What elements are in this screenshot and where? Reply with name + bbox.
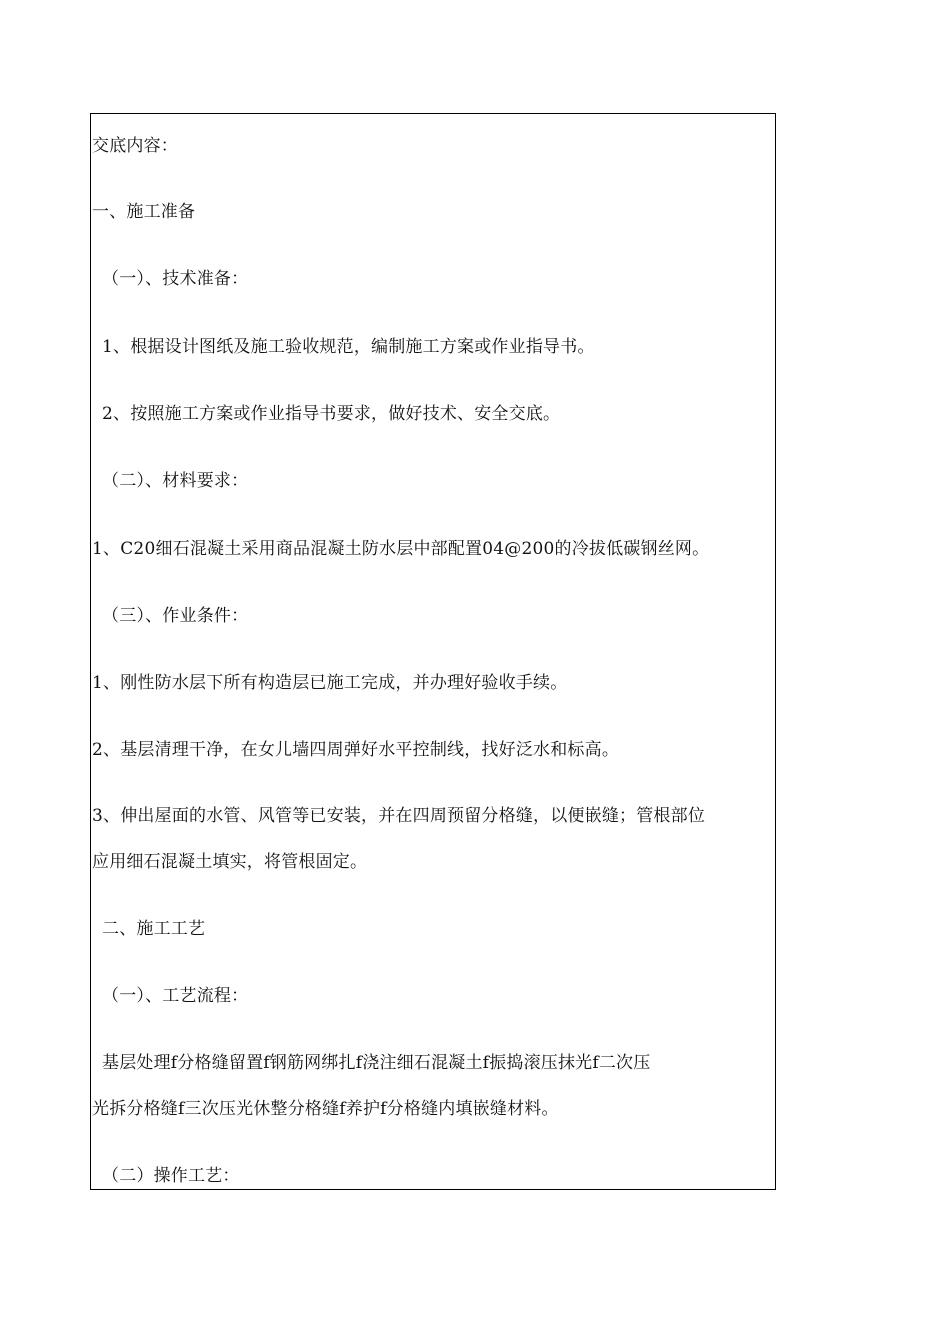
subheading-material-requirements: （二）、材料要求： — [102, 471, 249, 491]
section-heading-content: 交底内容： — [92, 136, 178, 156]
paragraph-condition-2: 2、基层清理干净，在女儿墙四周弹好水平控制线，找好泛水和标高。 — [92, 740, 620, 760]
paragraph-condition-3-line-2: 应用细石混凝土填实，将管根固定。 — [92, 852, 368, 872]
paragraph-condition-3-line-1: 3、伸出屋面的水管、风管等已安装，并在四周预留分格缝，以便嵌缝；管根部位 — [92, 806, 706, 826]
paragraph-tech-2: 2、按照施工方案或作业指导书要求，做好技术、安全交底。 — [102, 404, 561, 424]
heading-construction-process: 二、施工工艺 — [102, 919, 206, 939]
paragraph-process-flow-line-1: 基层处理f分格缝留置f钢筋网绑扎f浇注细石混凝土f振捣滚压抹光f二次压 — [102, 1053, 651, 1073]
subheading-process-flow: （一）、工艺流程： — [102, 986, 249, 1006]
paragraph-tech-1: 1、根据设计图纸及施工验收规范，编制施工方案或作业指导书。 — [102, 337, 595, 357]
subheading-work-conditions: （三）、作业条件： — [102, 606, 249, 626]
paragraph-condition-1: 1、刚性防水层下所有构造层已施工完成，并办理好验收手续。 — [92, 673, 568, 693]
paragraph-process-flow-line-2: 光拆分格缝f三次压光休整分格缝f养护f分格缝内填嵌缝材料。 — [92, 1099, 559, 1119]
subheading-operation-process: （二）操作工艺： — [102, 1166, 240, 1186]
subheading-technical-preparation: （一）、技术准备： — [102, 269, 249, 289]
paragraph-material-1: 1、C20细石混凝土采用商品混凝土防水层中部配置04@200的冷拔低碳钢丝网。 — [92, 539, 710, 559]
heading-construction-preparation: 一、施工准备 — [92, 202, 196, 222]
